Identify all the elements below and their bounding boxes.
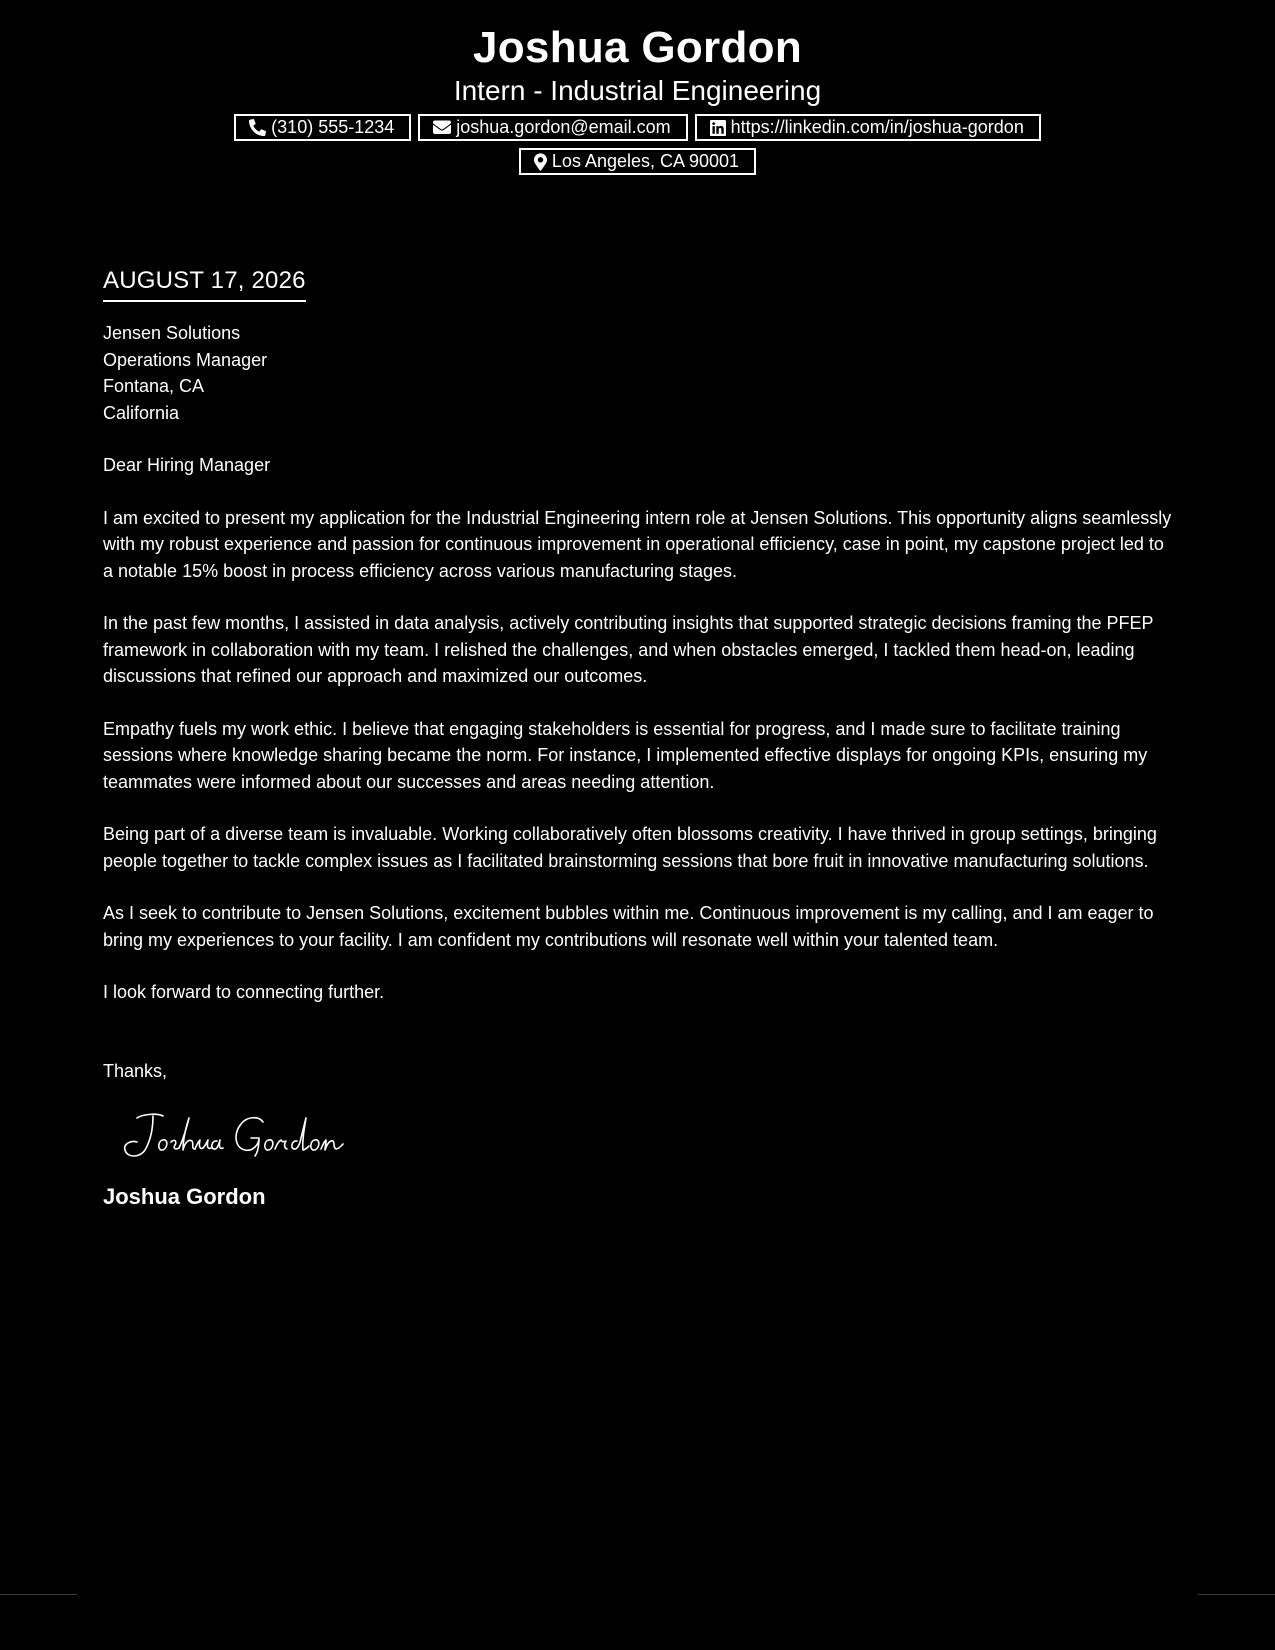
signer-name: Joshua Gordon	[103, 1184, 266, 1209]
footer-divider-left	[0, 1594, 77, 1595]
email-text: joshua.gordon@email.com	[456, 117, 671, 137]
recipient-city: Fontana, CA	[103, 376, 205, 396]
envelope-icon	[433, 120, 451, 135]
letter-date: AUGUST 17, 2026	[103, 264, 306, 302]
recipient-state: California	[103, 402, 180, 423]
linkedin-text: https://linkedin.com/in/joshua-gordon	[730, 117, 1024, 137]
contact-email[interactable]	[418, 114, 687, 141]
paragraph-1: I am excited to present my application for the Industrial Engineering intern role at Jensen Solutions. This opportunity aligns seamlessly with my robust experience and passion for continuous improvement in operational efficiency, case in point, my capstone project led to a notable 15% boost in process efficiency across various manufacturing stages.	[103, 507, 1172, 581]
letter-header	[0, 22, 1275, 175]
contact-linkedin[interactable]	[695, 114, 1041, 141]
signoff: Thanks,	[103, 1060, 168, 1081]
handwritten-signature	[113, 1104, 373, 1164]
paragraph-4: Being part of a diverse team is invaluable. Working collaboratively often blossoms creativity. I have thrived in group settings, bringing people together to tackle complex issues as I facilitated brainstorming sessions that bore fruit in innovative manufacturing solutions.	[103, 824, 1157, 871]
paragraph-2: In the past few months, I assisted in data analysis, actively contributing insights that supported strategic decisions framing the PFEP framework in collaboration with my team. I relished the challenges, and when obstacles emerged, I tackled them head-on, leading discussions that refined our approach and maximized our outcomes.	[103, 613, 1154, 686]
applicant-title: Intern - Industrial Engineering	[453, 75, 822, 106]
phone-text: (310) 555-1234	[271, 117, 395, 137]
paragraph-3: Empathy fuels my work ethic. I believe that engaging stakeholders is essential for progress, and I made sure to facilitate training sessions where knowledge sharing became the norm. For instance, I implemented effective displays for ongoing KPIs, ensuring my teammates were informed about our successes and areas needing attention.	[103, 718, 1148, 792]
paragraph-5: As I seek to contribute to Jensen Solutions, excitement bubbles within me. Continuous improvement is my calling, and I am eager to bring my experiences to your facility. I am confident my contributions will resonate well within your talented team.	[103, 903, 1154, 950]
phone-icon	[249, 119, 266, 136]
contact-phone[interactable]	[234, 114, 411, 141]
salutation: Dear Hiring Manager	[103, 455, 271, 475]
footer-divider-right	[1198, 1594, 1275, 1595]
applicant-name: Joshua Gordon	[472, 23, 803, 72]
location-text: Los Angeles, CA 90001	[551, 151, 740, 171]
recipient-block	[103, 320, 1175, 426]
linkedin-icon	[710, 120, 726, 136]
contact-bar	[138, 114, 1138, 175]
closing-line: I look forward to connecting further.	[103, 982, 385, 1002]
recipient-role: Operations Manager	[103, 349, 268, 370]
contact-location[interactable]	[519, 148, 756, 175]
map-pin-icon	[534, 153, 547, 171]
recipient-company: Jensen Solutions	[103, 323, 241, 343]
letter-body	[103, 264, 1175, 1211]
